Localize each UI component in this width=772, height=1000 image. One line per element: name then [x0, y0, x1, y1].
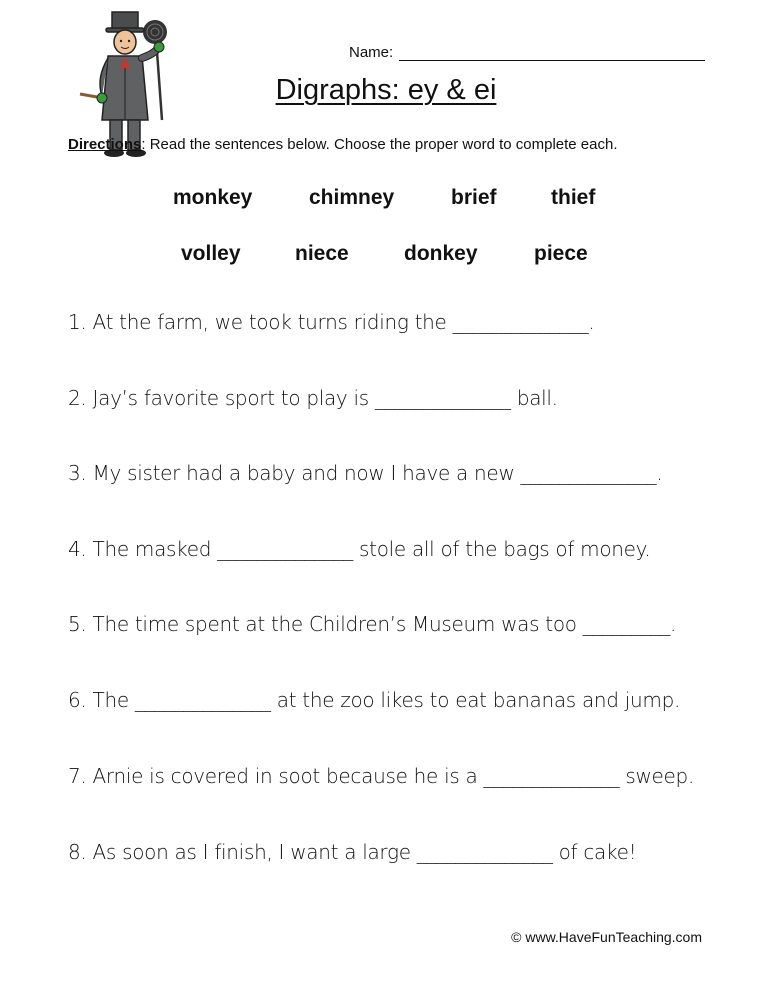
directions-text: : Read the sentences below. Choose the proper word to complete each. [141, 136, 618, 153]
name-blank[interactable] [399, 44, 705, 61]
word-bank-word: chimney [309, 186, 395, 209]
word-bank-word: piece [534, 242, 588, 265]
question-1: 1. At the farm, we took turns riding the ______________. [68, 310, 595, 334]
directions [68, 136, 618, 153]
worksheet-title-text: Digraphs: ey & ei [275, 74, 497, 106]
word-bank-word: brief [451, 186, 497, 209]
name-field-row [349, 44, 705, 61]
question-7: 7. Arnie is covered in soot because he is a ______________ sweep. [68, 764, 695, 788]
word-bank-word: volley [181, 242, 241, 265]
name-label: Name: [349, 44, 394, 61]
question-6: 6. The ______________ at the zoo likes to eat bananas and jump. [68, 688, 681, 712]
word-bank-word: thief [551, 186, 596, 209]
question-8: 8. As soon as I finish, I want a large ______________ of cake! [68, 840, 637, 864]
question-5: 5. The time spent at the Children’s Museum was too _________. [68, 612, 677, 636]
copyright-footer: © www.HaveFunTeaching.com [511, 929, 702, 945]
directions-label: Directions [68, 136, 142, 153]
worksheet-title [0, 74, 772, 107]
question-2: 2. Jay’s favorite sport to play is ______________ ball. [68, 386, 558, 410]
question-4: 4. The masked ______________ stole all of the bags of money. [68, 537, 651, 561]
question-3: 3. My sister had a baby and now I have a new ______________. [68, 461, 663, 485]
brush-icon [143, 20, 167, 44]
word-bank-word: monkey [173, 186, 253, 209]
word-bank-word: niece [295, 242, 349, 265]
word-bank-word: donkey [404, 242, 478, 265]
